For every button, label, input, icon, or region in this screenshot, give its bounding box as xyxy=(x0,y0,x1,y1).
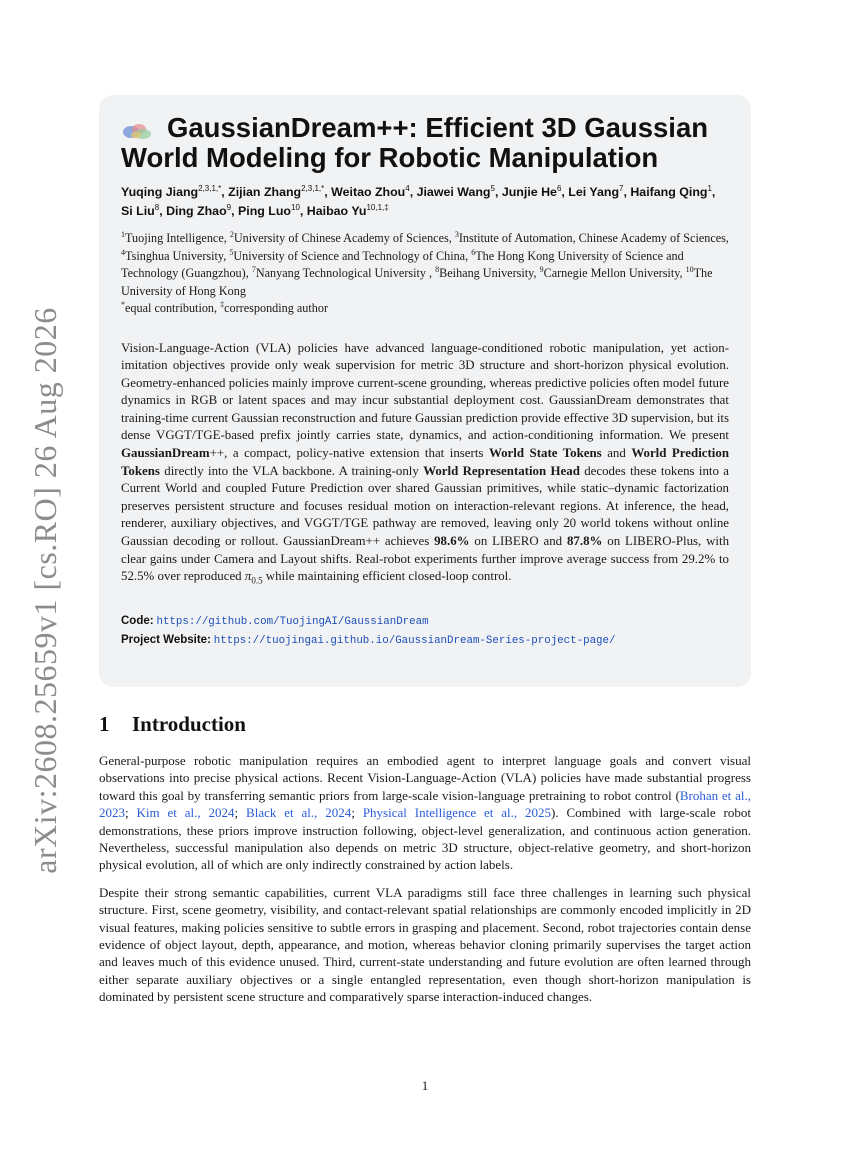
abstract-text: World Prediction Tokens xyxy=(121,446,729,478)
affiliation-name: University of Chinese Academy of Sciences xyxy=(233,231,449,245)
author xyxy=(121,185,221,199)
author-name: Haifang Qing xyxy=(630,185,708,199)
author-name: Weitao Zhou xyxy=(331,185,406,199)
author-affil-marks: 10,1,‡ xyxy=(366,202,389,212)
affiliation-name: Beihang University xyxy=(439,266,534,280)
affiliation-name: University of Science and Technology of China xyxy=(233,248,466,263)
author-name: Junjie He xyxy=(501,185,557,199)
resource-links xyxy=(121,612,729,650)
abstract xyxy=(121,340,729,591)
paragraph-text: ; xyxy=(234,805,247,821)
author-name: Lei Yang xyxy=(568,185,620,199)
title-block xyxy=(167,113,708,143)
affiliation-name: Tuojing Intelligence xyxy=(125,231,224,245)
author-affil-marks: 5 xyxy=(490,183,495,193)
author-name: Haibao Yu xyxy=(306,204,367,218)
section-title: Introduction xyxy=(132,712,246,736)
author-name: Jiawei Wang xyxy=(416,185,491,199)
author xyxy=(331,185,410,199)
abstract-text: 98.6% xyxy=(434,534,470,549)
affiliation-number: 1 xyxy=(121,229,125,239)
author-name: Ding Zhao xyxy=(166,204,227,218)
abstract-text: GaussianDream xyxy=(121,446,210,461)
code-link[interactable]: https://github.com/TuojingAI/GaussianDream xyxy=(156,616,429,629)
abstract-text: decodes these tokens into a Current World and coupled Future Prediction over shared Gaussian primitives, while static–dynamic factorization preserves persistent structure and focuses residual motion on interaction-relevant regions. At inference, the head, renderer, auxiliary objectives, and VGGT/TGE pathway are removed, leaving only 20 world tokens without online Gaussian decoding or rollout. GaussianDream++ achieves xyxy=(121,463,730,549)
author-name: Si Liu xyxy=(121,204,155,218)
paragraph-text: General-purpose robotic manipulation requires an embodied agent to interpret language goals and convert visual observations into precise physical actions. Recent Vision-Language-Action (VLA) policies have made substantial progress toward this goal by transferring semantic priors from large-scale vision-language pretraining to robot control ( xyxy=(99,753,751,803)
affiliation-number: 2 xyxy=(229,229,234,239)
affiliation xyxy=(455,231,726,245)
affiliation-name: The University of Hong Kong xyxy=(121,266,713,298)
code-label: Code: xyxy=(121,615,154,628)
corresponding-author-mark: ‡ xyxy=(220,299,225,309)
affiliation-number: 7 xyxy=(251,264,256,274)
author-affil-marks: 2,3,1,* xyxy=(301,183,325,193)
paper-header-box xyxy=(99,95,751,687)
website-label: Project Website: xyxy=(121,634,211,647)
author-affil-marks: 2,3,1,* xyxy=(198,183,222,193)
affiliation-number: 8 xyxy=(435,264,440,274)
author-affil-marks: 8 xyxy=(154,202,160,212)
abstract-text: π xyxy=(244,569,252,584)
paragraph-text: ; xyxy=(351,805,363,821)
abstract-text: World State Tokens xyxy=(488,446,602,461)
author-name: Ping Luo xyxy=(238,204,291,218)
affiliation-name: Carnegie Mellon University xyxy=(543,266,680,280)
paragraph xyxy=(99,752,751,874)
arxiv-stamp xyxy=(22,306,68,874)
abstract-text: while maintaining efficient closed-loop control. xyxy=(262,569,512,584)
author-notes xyxy=(121,300,729,318)
abstract-text: on LIBERO-Plus, with clear gains under Camera and Layout shifts. Real-robot experiments further improve average success from 29.2% to 52.5% over reproduced xyxy=(121,534,730,584)
paper-title-line2: World Modeling for Robotic Manipulation xyxy=(121,142,659,173)
author xyxy=(568,185,623,199)
abstract-text: 0.5 xyxy=(251,575,263,586)
gaussian-logo-icon xyxy=(121,120,155,142)
affiliation-number: 3 xyxy=(454,229,459,239)
citation-link[interactable]: Physical Intelligence et al., 2025 xyxy=(362,805,552,821)
affiliation-number: 9 xyxy=(539,264,544,274)
abstract-text: 87.8% xyxy=(566,534,603,549)
author xyxy=(502,185,562,199)
paragraph-text: ; xyxy=(125,805,137,821)
abstract-text: ++, a compact, policy-native extension that inserts xyxy=(209,446,489,461)
author xyxy=(307,204,389,218)
affiliation-number: 6 xyxy=(471,247,476,257)
author xyxy=(630,185,712,199)
author-affil-marks: 1 xyxy=(707,183,712,193)
paragraph xyxy=(99,884,751,1006)
affiliation xyxy=(121,231,224,245)
affiliation-name: Institute of Automation, Chinese Academy of Sciences xyxy=(458,231,726,245)
equal-contribution-mark: * xyxy=(121,299,125,309)
citation-link[interactable]: Brohan et al., 2023 xyxy=(99,787,751,821)
affiliation-name: The Hong Kong University of Science and Technology (Guangzhou) xyxy=(121,248,684,280)
affiliation-number: 10 xyxy=(685,264,694,274)
affiliation xyxy=(229,249,465,263)
abstract-text: on LIBERO and xyxy=(469,534,567,549)
title-row xyxy=(121,113,729,143)
author xyxy=(228,185,324,199)
website-link[interactable]: https://tuojingai.github.io/GaussianDream-Series-project-page/ xyxy=(213,635,616,648)
corresponding-author-note: corresponding author xyxy=(224,301,329,315)
abstract-text: directly into the VLA backbone. A training-only xyxy=(159,463,424,478)
abstract-text: World Representation Head xyxy=(423,463,580,478)
affiliation xyxy=(121,249,223,263)
equal-contribution-note: equal contribution, xyxy=(125,301,221,315)
paper-title-line1: GaussianDream++: Efficient 3D Gaussian xyxy=(167,112,709,143)
author-affil-marks: 10 xyxy=(291,202,300,212)
section-heading xyxy=(99,712,246,737)
author-list: Yuqing Jiang$^{2,3,1,*}$, Zijian Zhang$^{2,3,1,*}$, Weitao Zhou$^4$, Jiawei Wang$^5$, Junjie He$^6$, Lei Yang$^7$, Haifang Qing$^1$, Si Liu$^8$, Ding Zhao$^9$, Ping Luo$^{10}$, Haibao $Yu^{10,1,\ddagger}$ xyxy=(121,183,716,218)
abstract-text: Vision-Language-Action (VLA) policies have advanced language-conditioned robotic manipulation, yet action-imitation objectives provide only weak supervision for metric 3D structure and short-horizon physical evolution. Geometry-enhanced policies mainly improve current-scene grounding, whereas predictive policies often model future dynamics in RGB or latent spaces and may incur substantial deployment cost. GaussianDream demonstrates that training-time current Gaussian reconstruction and future Gaussian prediction provide effective 3D supervision, but its dense VGGT/TGE-based prefix jointly carries state, dynamics, and action-conditioning information. We present xyxy=(121,340,729,443)
author-name: Zijian Zhang xyxy=(228,185,302,199)
affiliation-list: $^1$Tuojing Intelligence, $^2$University of Chinese Academy of Sciences, $^3$Institute of Automation, Chinese Academy of Sciences, $^4$Tsinghua University, $^5$University of Science and Technology of China, $^6$The Hong Kong University of Science and Technology (Guangzhou), $^7$Nanyang Technological University , $^8$Beihang University, $^9$Carnegie Mellon University, $^{10}$The University of Hong Kong xyxy=(121,229,729,298)
page-number: 1 xyxy=(421,1078,429,1093)
author xyxy=(121,204,159,218)
section-number: 1 xyxy=(99,712,110,736)
citation-link[interactable]: Black et al., 2024 xyxy=(246,805,352,821)
section-body xyxy=(99,752,751,1016)
website-link-row xyxy=(121,631,729,650)
author xyxy=(417,185,495,199)
author-affil-marks: 4 xyxy=(405,183,410,193)
author-affil-marks: 6 xyxy=(556,183,562,193)
affiliation-number: 5 xyxy=(229,247,234,257)
affiliation-name: Nanyang Technological University xyxy=(255,266,430,280)
paragraph-text: ). Combined with large-scale robot demonstrations, these priors improve instruction following, object-level generalization, and continuous action generation. Nevertheless, successful manipulation also depends on metric 3D structure, object-relative geometry, and short-horizon physical evolution, all of which are only indirectly constrained by action labels. xyxy=(99,805,751,873)
affiliation xyxy=(435,266,533,280)
arxiv-stamp-text: arXiv:2608.25659v1 [cs.RO] 26 Aug 2026 xyxy=(26,306,63,874)
author-name: Yuqing Jiang xyxy=(121,185,199,199)
citation-link[interactable]: Kim et al., 2024 xyxy=(136,805,235,821)
author xyxy=(166,204,231,218)
author xyxy=(238,204,300,218)
author-affil-marks: 9 xyxy=(226,202,232,212)
affiliation xyxy=(230,231,449,245)
author-affil-marks: 7 xyxy=(619,183,624,193)
affiliation-name: Tsinghua University xyxy=(125,248,224,263)
affiliation-number: 4 xyxy=(121,247,125,257)
affiliation xyxy=(540,266,680,280)
abstract-text: and xyxy=(601,446,632,461)
affiliation xyxy=(252,266,429,280)
paragraph-text: Despite their strong semantic capabilities, current VLA paradigms still face three challenges in learning such physical structure. First, scene geometry, visibility, and contact-relevant spatial relationships are commonly encoded implicitly in 2D visual features, making policies sensitive to subtle errors in grasping and placement. Second, robot trajectories contain dense evidence of object layout, depth, appearance, and motion, whereas behavior cloning primarily supervises the target action and leaves much of this evidence unused. Third, current-state understanding and future evolution are often learned through either separate auxiliary objectives or a single entangled representation, even though short-horizon manipulation is dominated by persistent scene structure and comparatively sparse interaction-induced changes. xyxy=(99,884,751,1005)
code-link-row xyxy=(121,612,729,631)
